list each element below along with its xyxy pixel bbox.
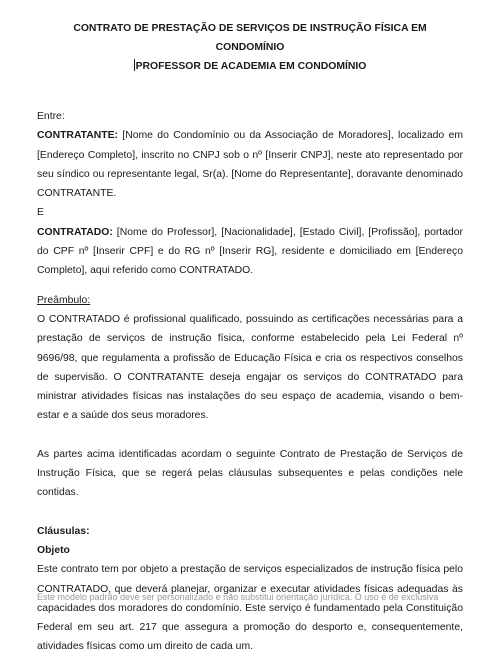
e-label: E bbox=[37, 207, 44, 219]
contratado-label: CONTRATADO: bbox=[37, 226, 113, 238]
preamble-heading: Preâmbulo: bbox=[37, 294, 91, 306]
text-cursor bbox=[134, 59, 135, 71]
document-page bbox=[37, 0, 463, 657]
title-line-2: CONDOMÍNIO bbox=[215, 42, 285, 53]
title-line-1: CONTRATO DE PRESTAÇÃO DE SERVIÇOS DE INSTRUÇÃO FÍSICA EM bbox=[73, 23, 427, 34]
entre-label: Entre: bbox=[37, 111, 65, 122]
contratado-text: [Nome do Professor], [Nacionalidade], [Estado Civil], [Profissão], portador do CPF nº [Inserir CPF] e do RG nº [Inserir RG], residente e domiciliado em [Endereço Completo], aqui referido como CONTRATADO. bbox=[37, 226, 463, 277]
document-title bbox=[37, 19, 463, 76]
disclaimer-note: Este modelo padrão deve ser personalizado e não substitui orientação jurídica. O uso é de exclusiva bbox=[37, 592, 439, 602]
contratante-text: [Nome do Condomínio ou da Associação de Moradores], localizado em [Endereço Completo], inscrito no CNPJ sob o nº [Inserir CNPJ], neste ato representado por seu síndico ou representante legal, Sr(a). [Nome do Representante], doravante denominado CONTRATANTE. bbox=[37, 130, 463, 200]
contratante-label: CONTRATANTE: bbox=[37, 130, 118, 142]
contratado-paragraph bbox=[37, 223, 463, 281]
title-line-3 bbox=[37, 57, 463, 76]
contratante-paragraph bbox=[37, 126, 463, 203]
title-line-3-text: PROFESSOR DE ACADEMIA EM CONDOMÍNIO bbox=[135, 61, 367, 72]
clauses-heading: Cláusulas: bbox=[37, 525, 90, 537]
object-heading: Objeto bbox=[37, 544, 70, 556]
object-text: Este contrato tem por objeto a prestação de serviços especializados de instrução física pelo CONTRATADO, que deverá planejar, organizar e executar atividades físicas adequadas às capacidades dos moradores do condomínio. Este serviço é fundamentado pela Constituição Federal em seu art. 217 que assegura a promoção do desporto e, consequentemente, atividades físicas como um direito de cada um. bbox=[37, 564, 463, 653]
preamble-text: O CONTRATADO é profissional qualificado, possuindo as certificações necessárias para a prestação de serviços de instrução física, conforme estabelecido pela Lei Federal nº 9696/98, que regulamenta a profissão de Educação Física e cria os respectivos conselhos de supervisão. O CONTRATANTE deseja engajar os serviços do CONTRATADO para ministrar atividades físicas nas instalações do seu espaço de academia, visando o bem-estar e a saúde dos seus moradores. bbox=[37, 313, 463, 422]
agreement-text: As partes acima identificadas acordam o seguinte Contrato de Prestação de Serviços de Instrução Física, que se regerá pelas cláusulas subsequentes e pelas condições nele contidas. bbox=[37, 448, 463, 499]
